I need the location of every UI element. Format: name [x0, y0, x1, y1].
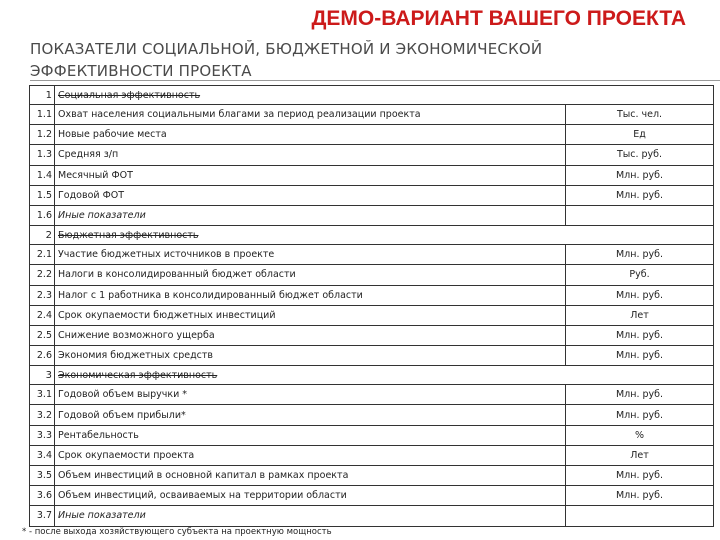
indicator-name: Объем инвестиций, осваиваемых на территории области [55, 486, 566, 505]
row-number: 2.2 [30, 265, 55, 284]
unit-cell: Тыс. чел. [566, 105, 714, 124]
row-number: 3.1 [30, 385, 55, 404]
row-number: 1.1 [30, 105, 55, 124]
indicator-name: Новые рабочие места [55, 125, 566, 144]
row-number: 1.3 [30, 145, 55, 164]
unit-cell: Млн. руб. [566, 346, 714, 365]
table-row [30, 426, 714, 446]
indicator-name: Экономия бюджетных средств [55, 346, 566, 365]
row-number: 3.7 [30, 506, 55, 525]
unit-cell: Млн. руб. [566, 486, 714, 505]
row-number: 3 [30, 366, 55, 384]
unit-cell: Млн. руб. [566, 466, 714, 485]
indicator-name: Средняя з/п [55, 145, 566, 164]
unit-cell [566, 506, 714, 525]
table-row [30, 306, 714, 326]
page-title-line-1: ПОКАЗАТЕЛИ СОЦИАЛЬНОЙ, БЮДЖЕТНОЙ И ЭКОНОМИЧЕСКОЙ [30, 40, 543, 58]
table-row [30, 326, 714, 346]
indicator-name: Иные показатели [55, 206, 566, 225]
unit-cell: Млн. руб. [566, 166, 714, 185]
table-row [30, 105, 714, 125]
section-header-row [30, 226, 714, 245]
unit-cell: Лет [566, 306, 714, 325]
table-row [30, 506, 714, 526]
row-number: 2.1 [30, 245, 55, 264]
unit-cell: Млн. руб. [566, 385, 714, 404]
indicator-name: Снижение возможного ущерба [55, 326, 566, 345]
demo-banner: ДЕМО-ВАРИАНТ ВАШЕГО ПРОЕКТА [311, 7, 686, 30]
indicator-name: Участие бюджетных источников в проекте [55, 245, 566, 264]
unit-cell: Лет [566, 446, 714, 465]
indicator-name: Налог с 1 работника в консолидированный бюджет области [55, 286, 566, 305]
row-number: 2 [30, 226, 55, 244]
unit-cell: Ед [566, 125, 714, 144]
indicator-name: Годовой объем выручки * [55, 385, 566, 404]
indicator-name: Месячный ФОТ [55, 166, 566, 185]
unit-cell [566, 86, 714, 104]
section-title: Экономическая эффективность [58, 369, 218, 381]
table-row [30, 466, 714, 486]
row-number: 3.2 [30, 405, 55, 424]
indicators-table [29, 85, 714, 527]
indicator-name: Объем инвестиций в основной капитал в рамках проекта [55, 466, 566, 485]
row-number: 1.2 [30, 125, 55, 144]
table-row [30, 166, 714, 186]
table-row [30, 346, 714, 366]
table-row [30, 186, 714, 206]
unit-cell: Млн. руб. [566, 405, 714, 424]
table-row [30, 446, 714, 466]
row-number: 1.6 [30, 206, 55, 225]
table-row [30, 206, 714, 226]
section-header-row [30, 366, 714, 385]
page-title [30, 38, 720, 82]
table-row [30, 486, 714, 506]
row-number: 1.4 [30, 166, 55, 185]
section-header-row [30, 86, 714, 105]
unit-cell: Млн. руб. [566, 186, 714, 205]
table-row [30, 286, 714, 306]
indicator-name: Иные показатели [55, 506, 566, 525]
unit-cell: Руб. [566, 265, 714, 284]
section-title: Бюджетная эффективность [58, 229, 199, 241]
indicator-name: Срок окупаемости проекта [55, 446, 566, 465]
table-row [30, 245, 714, 265]
indicator-name: Годовой ФОТ [55, 186, 566, 205]
table-row [30, 145, 714, 165]
row-number: 3.5 [30, 466, 55, 485]
table-row [30, 265, 714, 285]
unit-cell [566, 226, 714, 244]
row-number: 2.4 [30, 306, 55, 325]
title-divider [30, 80, 720, 81]
page-title-line-2: ЭФФЕКТИВНОСТИ ПРОЕКТА [30, 62, 252, 80]
indicator-name: Налоги в консолидированный бюджет области [55, 265, 566, 284]
unit-cell: % [566, 426, 714, 445]
unit-cell: Млн. руб. [566, 326, 714, 345]
indicator-name: Охват населения социальными благами за период реализации проекта [55, 105, 566, 124]
footnote: * - после выхода хозяйствующего субъекта на проектную мощность [22, 527, 332, 537]
indicator-name: Рентабельность [55, 426, 566, 445]
unit-cell [566, 366, 714, 384]
unit-cell [566, 206, 714, 225]
row-number: 1.5 [30, 186, 55, 205]
unit-cell: Тыс. руб. [566, 145, 714, 164]
row-number: 2.5 [30, 326, 55, 345]
row-number: 3.6 [30, 486, 55, 505]
row-number: 1 [30, 86, 55, 104]
row-number: 2.6 [30, 346, 55, 365]
table-row [30, 405, 714, 425]
indicator-name: Годовой объем прибыли* [55, 405, 566, 424]
row-number: 3.4 [30, 446, 55, 465]
indicator-name: Срок окупаемости бюджетных инвестиций [55, 306, 566, 325]
table-row [30, 125, 714, 145]
row-number: 2.3 [30, 286, 55, 305]
table-row [30, 385, 714, 405]
row-number: 3.3 [30, 426, 55, 445]
section-title: Социальная эффективность [58, 89, 201, 101]
unit-cell: Млн. руб. [566, 286, 714, 305]
unit-cell: Млн. руб. [566, 245, 714, 264]
